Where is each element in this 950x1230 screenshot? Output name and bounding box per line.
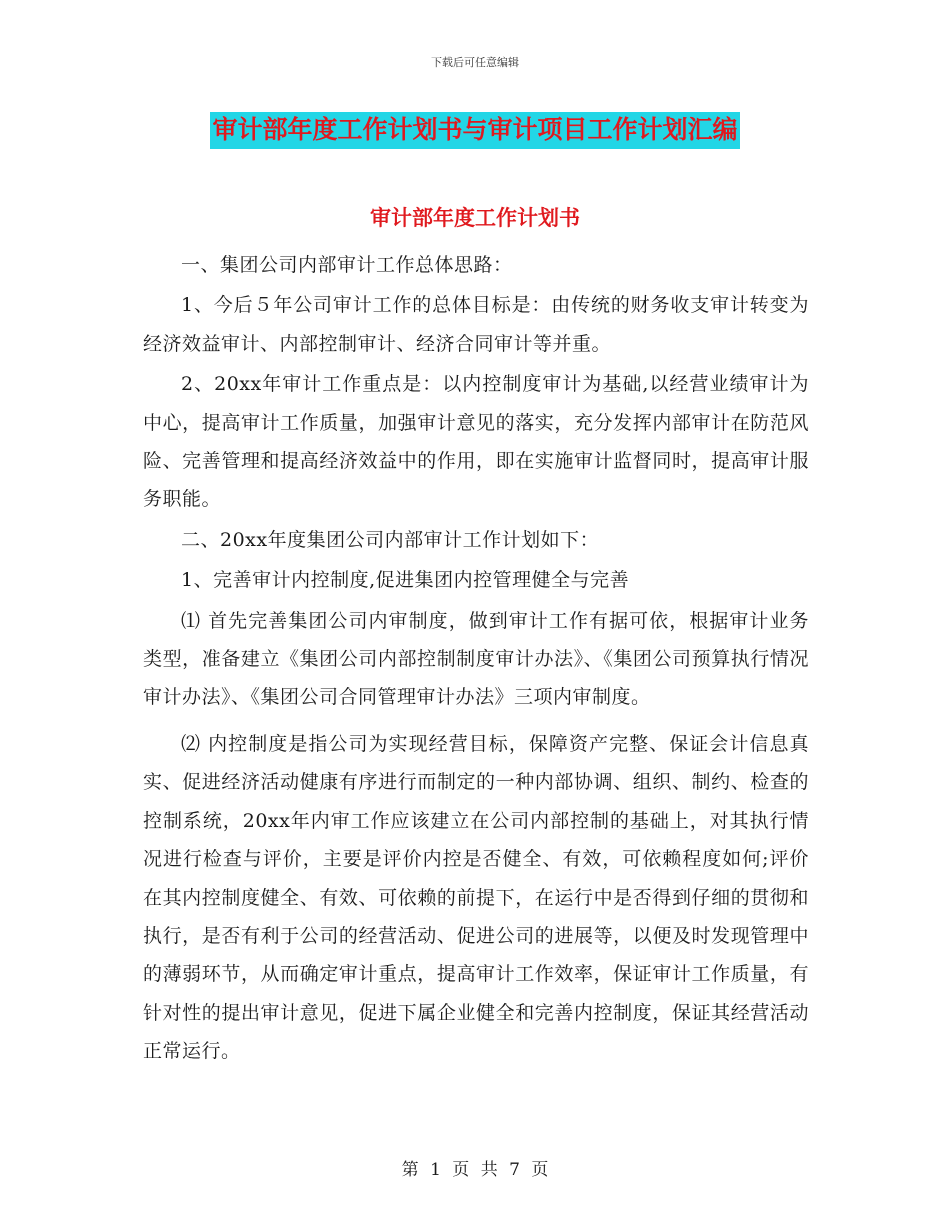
paragraph: 一、集团公司内部审计工作总体思路： — [181, 254, 513, 276]
page-number: 第 1 页 共 7 页 — [401, 1160, 549, 1180]
paragraph: ⑴ 首先完善集团公司内审制度，做到审计工作有据可依，根据审计业务类型，准备建立《集团公司内部控制制度审计办法》、《集团公司预算执行情况审计办法》、《集团公司合同管理审计办法》三项内审制度。 — [143, 609, 809, 709]
paragraph: 1、今后５年公司审计工作的总体目标是：由传统的财务收支审计转变为经济效益审计、内部控制审计、经济合同审计等并重。 — [143, 294, 809, 355]
section-title: 审计部年度工作计划书 — [370, 206, 580, 230]
main-title: 审计部年度工作计划书与审计项目工作计划汇编 — [210, 112, 739, 149]
paragraph: 二、20xx年度集团公司内部审计工作计划如下： — [181, 528, 600, 551]
document-body — [143, 246, 809, 1071]
paragraph: 2、20xx年审计工作重点是：以内控制度审计为基础,以经营业绩审计为中心，提高审计工作质量，加强审计意见的落实，充分发挥内部审计在防范风险、完善管理和提高经济效益中的作用，即在实施审计监督同时，提高审计服务职能。 — [143, 373, 809, 511]
header-note: 下载后可任意编辑 — [431, 56, 519, 69]
paragraph: 1、完善审计内控制度,促进集团内控管理健全与完善 — [181, 569, 630, 592]
paragraph: ⑵ 内控制度是指公司为实现经营目标，保障资产完整、保证会计信息真实、促进经济活动健康有序进行而制定的一种内部协调、组织、制约、检查的控制系统，20xx年内审工作应该建立在公司内部控制的基础上，对其执行情况进行检查与评价，主要是评价内控是否健全、有效，可依赖程度如何;评价在其内控制度健全、有效、可依赖的前提下，在运行中是否得到仔细的贯彻和执行，是否有利于公司的经营活动、促进公司的进展等，以便及时发现管理中的薄弱环节，从而确定审计重点，提高审计工作效率，保证审计工作质量，有针对性的提出审计意见，促进下属企业健全和完善内控制度，保证其经营活动正常运行。 — [143, 732, 809, 1063]
main-title-container — [0, 112, 950, 149]
